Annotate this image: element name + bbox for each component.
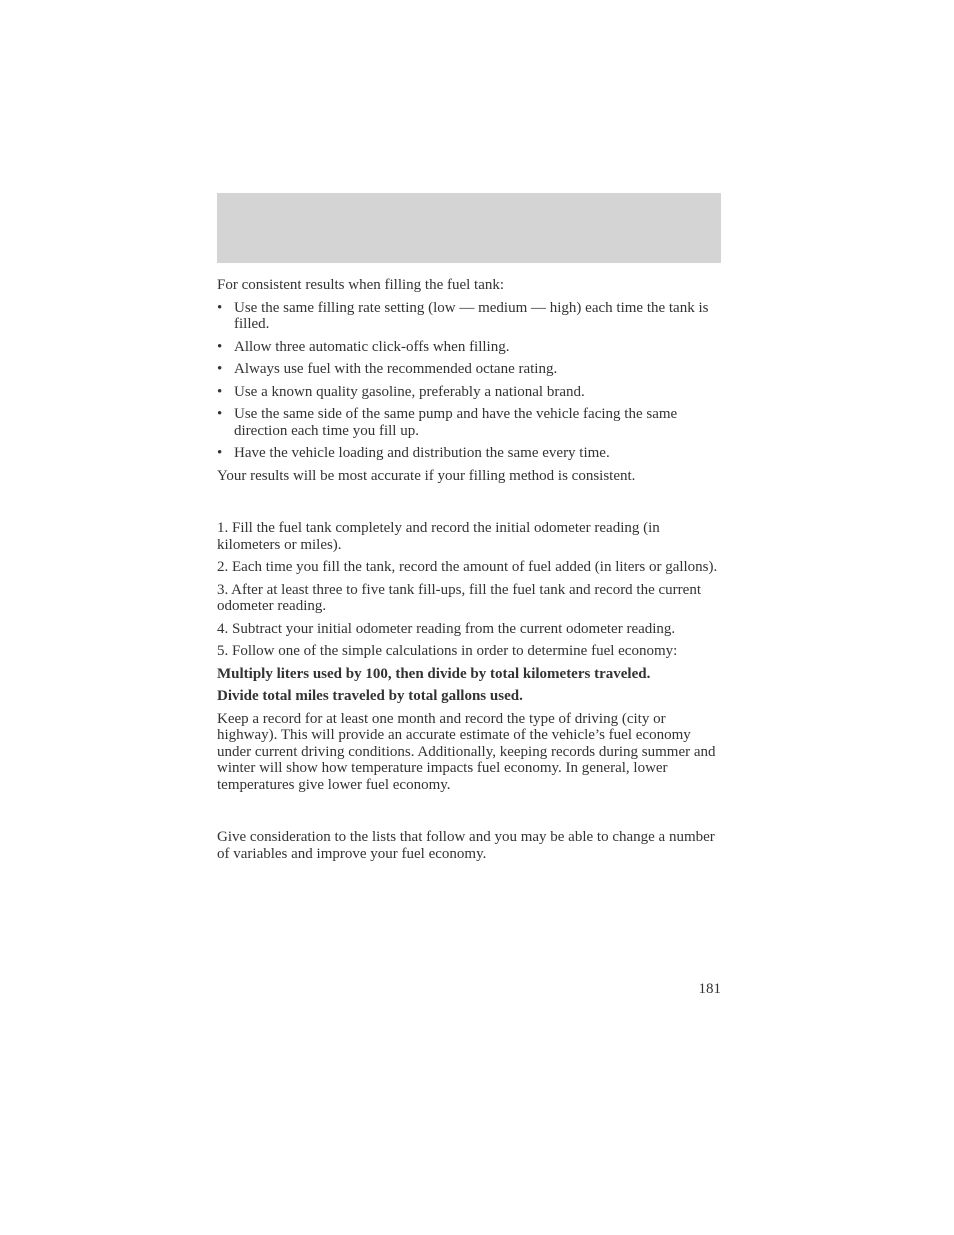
bullet-icon: • xyxy=(217,361,223,377)
list-item xyxy=(217,339,721,356)
formula-metric: Multiply liters used by 100, then divide by total kilometers traveled. xyxy=(217,665,651,682)
record-note: Keep a record for at least one month and record the type of driving (city or highway). This will provide an accurate estimate of the vehicle’s fuel economy under current driving conditions. Additionally, keeping records during summer and winter will show how temperature impacts fuel economy. In general, lower temperatures give lower fuel economy. xyxy=(217,710,716,793)
consider-text: Give consideration to the lists that follow and you may be able to change a number of variables and improve your fuel economy. xyxy=(217,829,715,862)
calc-step-4: 4. Subtract your initial odometer reading from the current odometer reading. xyxy=(217,620,676,637)
formula-imperial: Divide total miles traveled by total gallons used. xyxy=(217,688,523,704)
bullet-icon: • xyxy=(217,445,223,461)
list-item-text: Have the vehicle loading and distribution the same every time. xyxy=(234,445,610,461)
list-item-text: Use the same side of the same pump and have the vehicle facing the same direction each time you fill up. xyxy=(234,406,678,439)
calc-step-5: 5. Follow one of the simple calculations in order to determine fuel economy: xyxy=(217,643,678,659)
list-item xyxy=(217,445,721,462)
list-item-text: Use a known quality gasoline, preferably a national brand. xyxy=(234,383,585,400)
bullet-icon: • xyxy=(217,383,223,400)
page-content xyxy=(217,277,721,862)
list-item-text: Use the same filling rate setting (low — medium — high) each time the tank is filled. xyxy=(234,299,709,332)
calc-step-1: 1. Fill the fuel tank completely and record the initial odometer reading (in kilometers or miles). xyxy=(217,520,660,553)
list-item xyxy=(217,406,721,439)
fill-tips-list xyxy=(217,300,721,462)
list-item xyxy=(217,361,721,378)
bullet-icon: • xyxy=(217,338,223,355)
section-spacer xyxy=(217,484,721,520)
calc-step-2: 2. Each time you fill the tank, record the amount of fuel added (in liters or gallons). xyxy=(217,559,718,575)
page-number: 181 xyxy=(698,981,721,997)
list-item-text: Always use fuel with the recommended octane rating. xyxy=(234,361,558,377)
list-item xyxy=(217,384,721,401)
calc-step-3: 3. After at least three to five tank fill-ups, fill the fuel tank and record the current odometer reading. xyxy=(217,581,701,614)
section-header-band xyxy=(217,193,721,263)
list-item xyxy=(217,300,721,333)
fill-outro: Your results will be most accurate if your filling method is consistent. xyxy=(217,467,636,484)
fill-intro: For consistent results when filling the fuel tank: xyxy=(217,277,505,293)
list-item-text: Allow three automatic click-offs when filling. xyxy=(234,338,510,355)
bullet-icon: • xyxy=(217,299,223,316)
section-spacer xyxy=(217,793,721,829)
bullet-icon: • xyxy=(217,406,223,422)
